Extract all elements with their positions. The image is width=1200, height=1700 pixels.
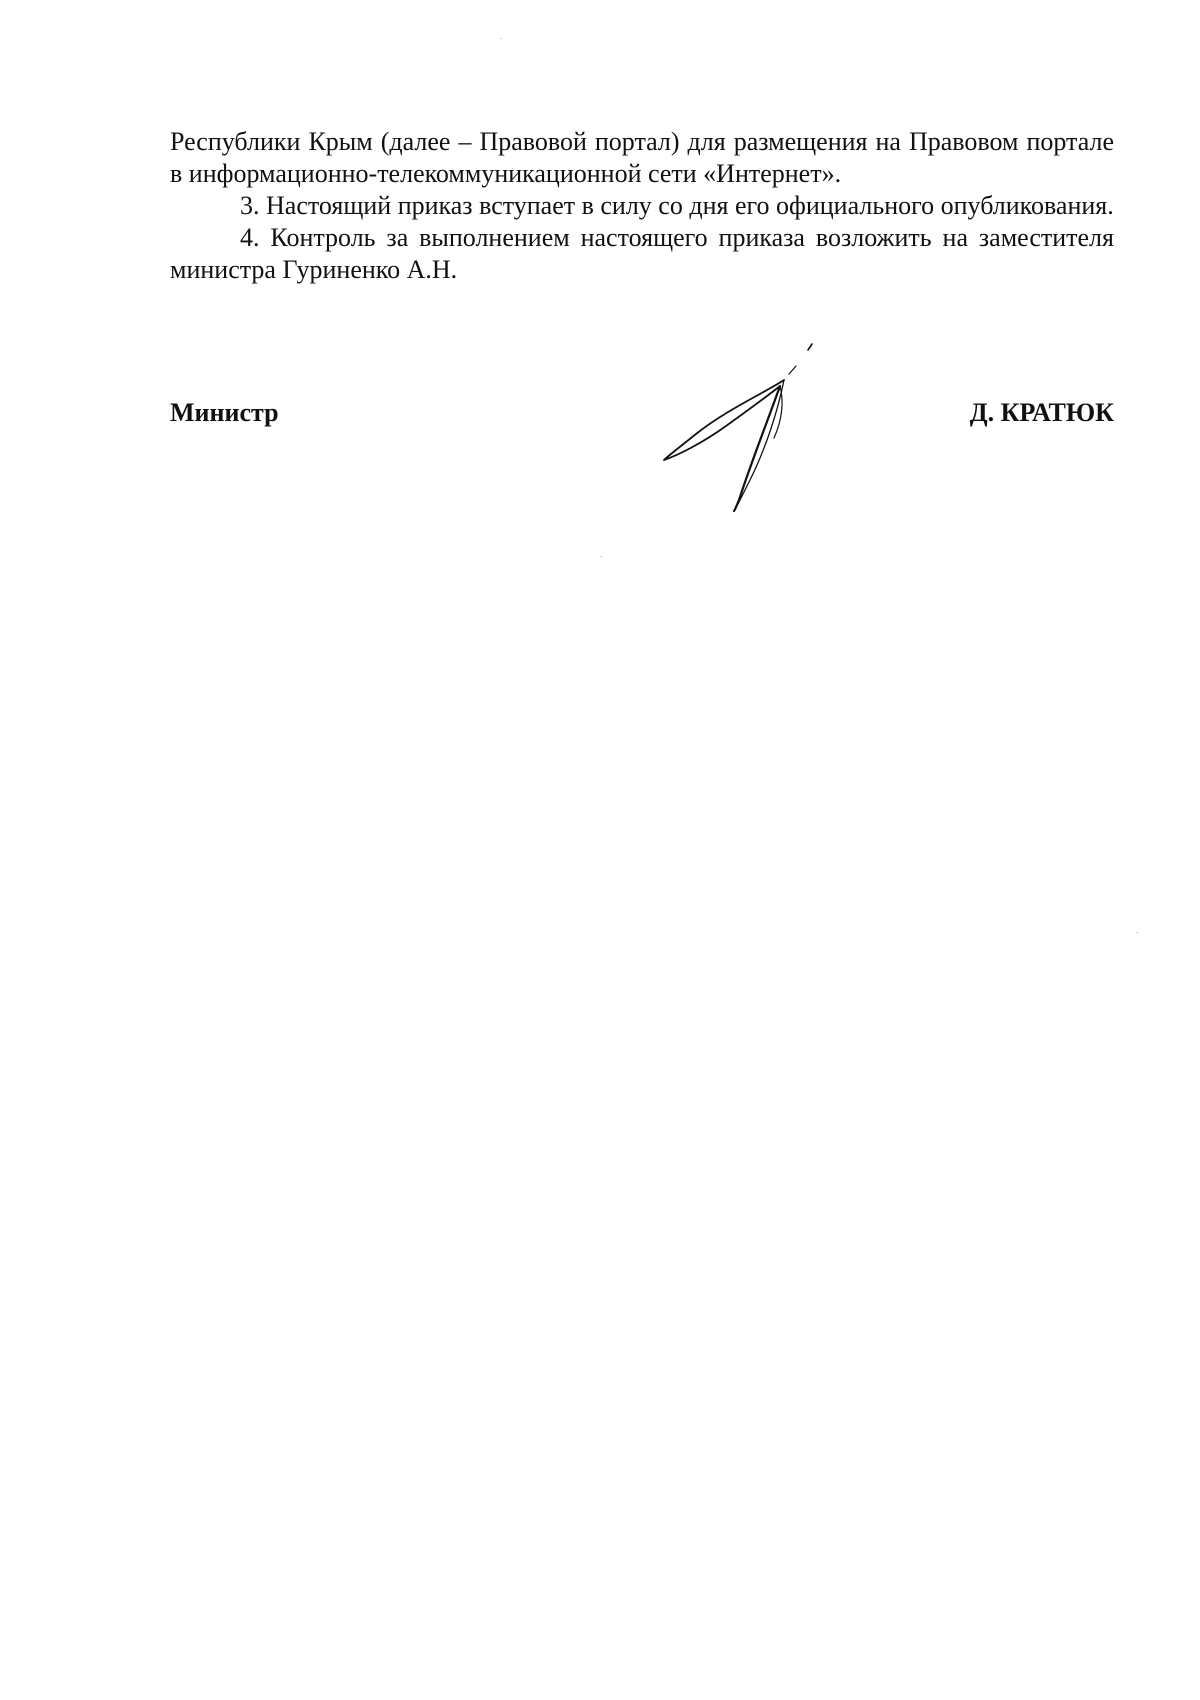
paragraph-3-effective-date: 3. Настоящий приказ вступает в силу со дня его официального опубликования. — [240, 191, 1114, 220]
signature-block — [170, 398, 1114, 438]
handwritten-signature — [656, 340, 826, 515]
signatory-name: Д. КРАТЮК — [969, 398, 1114, 427]
signatory-title: Министр — [170, 398, 279, 427]
paragraph-continuation: Республики Крым (далее – Правовой портал) для размещения на Правовом портале в информационно-телекоммуникационной сети «Интернет». — [170, 127, 1114, 188]
paragraph-4-control: 4. Контроль за выполнением настоящего приказа возложить на заместителя министра Гуриненко А.Н. — [170, 223, 1114, 284]
scan-speck — [600, 556, 602, 557]
scan-speck — [1136, 932, 1138, 933]
document-body — [170, 126, 1114, 286]
scan-speck — [500, 38, 502, 39]
